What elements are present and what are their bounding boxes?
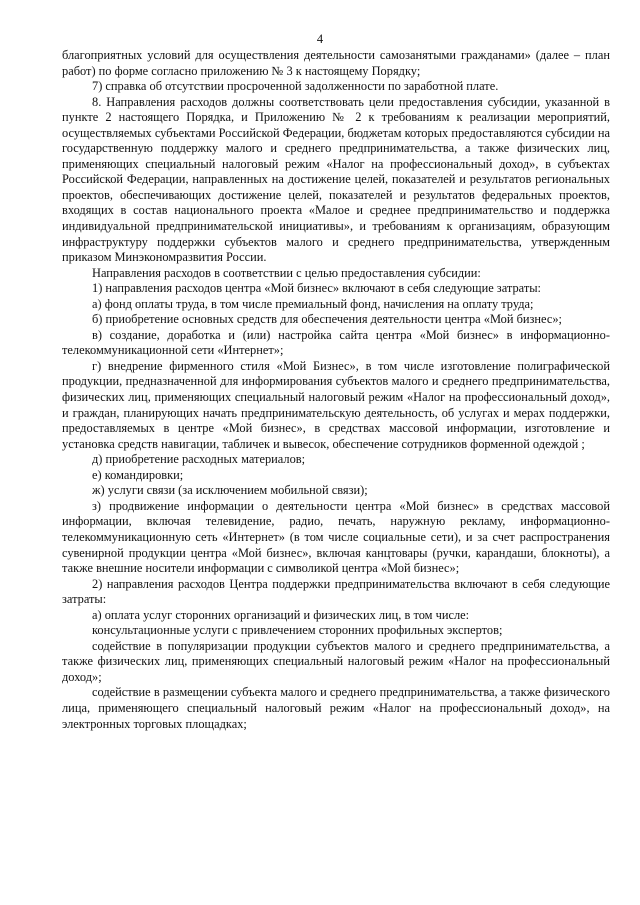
paragraph-item-1v: в) создание, доработка и (или) настройка сайта центра «Мой бизнес» в информационно-телекоммуникационной сети «Интернет»; (62, 327, 610, 358)
paragraph-expense-directions: Направления расходов в соответствии с целью предоставления субсидии: (92, 265, 481, 280)
paragraph-promotion: содействие в популяризации продукции субъектов малого и среднего предпринимательства, а также физических лиц, применяющих специальный налоговый режим «Налог на профессиональный доход»; (62, 638, 610, 684)
paragraph-item-1: 1) направления расходов центра «Мой бизнес» включают в себя следующие затраты: (92, 281, 541, 296)
paragraph-continuation: благоприятных условий для осуществления деятельности самозанятыми гражданами» (далее – план работ) по форме согласно приложению № 3 к настоящему Порядку; (62, 48, 610, 78)
paragraph-item-1zh: ж) услуги связи (за исключением мобильной связи); (92, 483, 368, 498)
paragraph-item-7: 7) справка об отсутствии просроченной задолженности по заработной плате. (92, 79, 499, 94)
document-body (62, 48, 610, 732)
paragraph-item-1b: б) приобретение основных средств для обеспечения деятельности центра «Мой бизнес»; (92, 312, 563, 327)
paragraph-item-2: 2) направления расходов Центра поддержки предпринимательства включают в себя следующие затраты: (62, 576, 610, 607)
paragraph-item-1d: д) приобретение расходных материалов; (92, 452, 306, 467)
paragraph-item-1e: е) командировки; (92, 467, 184, 482)
paragraph-item-1z: з) продвижение информации о деятельности центра «Мой бизнес» в средствах массовой информации, включая телевидение, радио, печать, наружную рекламу, информационно-телекоммуникационную сеть «Интернет» (в том числе социальные сети), и за счет распространения сувенирной продукции центра «Мой бизнес», включая канцтовары (ручки, карандаши, блокноты), а также внешние носители информации с символикой центра «Мой бизнес»; (62, 498, 610, 576)
paragraph-item-2a: а) оплата услуг сторонних организаций и физических лиц, в том числе: (92, 607, 470, 622)
paragraph-marketplaces: содействие в размещении субъекта малого и среднего предпринимательства, а также физического лица, применяющего специальный налоговый режим «Налог на профессиональный доход», на электронных торговых площадках; (62, 685, 610, 731)
paragraph-section-8: 8. Направления расходов должны соответствовать цели предоставления субсидии, указанной в пункте 2 настоящего Порядка, и Приложению № 2 к требованиям к реализации мероприятий, осуществляемых субъектами Российской Федерации, бюджетам которых предоставляются субсидии на государственную поддержку малого и среднего предпринимательства, а также физических лиц, применяющих специальный налоговый режим «Налог на профессиональный доход», в субъектах Российской Федерации, направленных на достижение целей, показателей и результатов региональных проектов, обеспечивающих достижение целей, показателей и результатов федеральных проектов, входящих в состав национального проекта «Малое и среднее предпринимательство и поддержка индивидуальной предпринимательской инициативы», и требованиям к организациям, образующим инфраструктуру поддержки субъектов малого и среднего предпринимательства, утвержденным приказом Минэкономразвития России. (62, 94, 610, 265)
page-number: 4 (316, 32, 324, 46)
paragraph-consulting: консультационные услуги с привлечением сторонних профильных экспертов; (92, 623, 503, 638)
paragraph-item-1g: г) внедрение фирменного стиля «Мой Бизнес», в том числе изготовление полиграфической продукции, предназначенной для информирования субъектов малого и среднего предпринимательства, физических лиц, применяющих специальный налоговый режим «Налог на профессиональный доход», и граждан, планирующих начать предпринимательскую деятельность, об услугах и мерах поддержки, предоставляемых в центре «Мой бизнес», в средствах массовой информации, изготовление и установка средств навигации, табличек и вывесок, обеспечение сотрудников форменной одеждой ; (62, 358, 610, 451)
paragraph-item-1a: а) фонд оплаты труда, в том числе премиальный фонд, начисления на оплату труда; (92, 296, 534, 311)
